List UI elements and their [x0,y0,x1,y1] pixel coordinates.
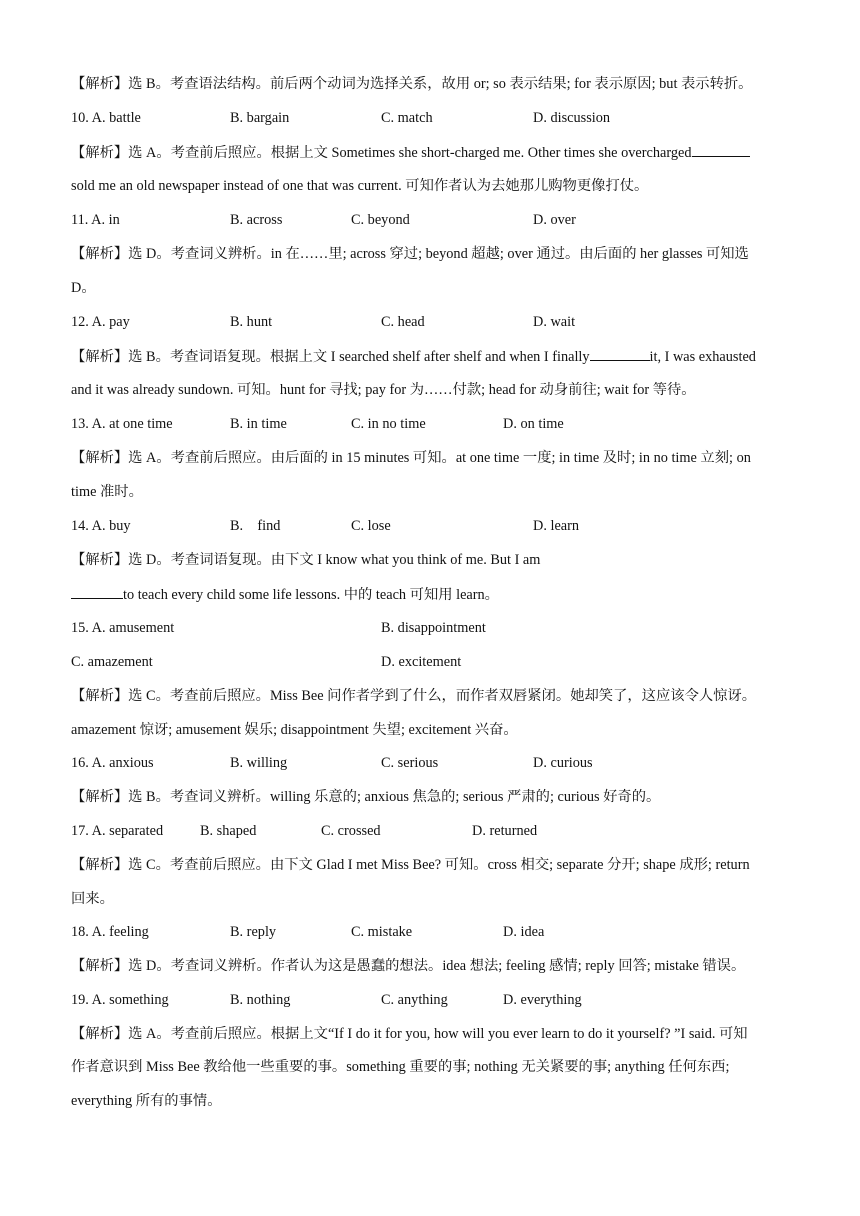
options-q10 [71,108,788,128]
analysis-q11-line1: 【解析】选 D。考查词义辨析。in 在……里; across 穿过; beyond 超越; over 通过。由后面的 her glasses 可知选 [71,246,749,262]
option-b: B. across [230,212,283,228]
options-q16 [71,753,788,773]
options-q14 [71,516,788,536]
option-a: 19. A. something [71,992,169,1008]
answer-blank [692,142,750,157]
analysis-q12-line2: and it was already sundown. 可知。hunt for 寻找; pay for 为……付款; head for 动身前往; wait for 等待。 [71,382,696,398]
analysis-q10-line1 [71,142,750,163]
option-c: C. serious [381,755,439,771]
analysis-q13-line1: 【解析】选 A。考查前后照应。由后面的 in 15 minutes 可知。at one time 一度; in time 及时; in no time 立刻; on [71,450,751,466]
analysis-q14-line1: 【解析】选 D。考查词语复现。由下文 I know what you think of me. But I am [71,552,541,568]
option-b: B. find [230,518,281,534]
option-c: C. crossed [321,823,381,839]
option-a: 17. A. separated [71,823,164,839]
option-a: 11. A. in [71,212,120,228]
option-c: C. beyond [351,212,410,228]
options-q15-row1 [71,618,788,638]
option-d: D. returned [472,823,538,839]
answer-blank [71,584,123,599]
option-c: C. mistake [351,924,413,940]
options-q19 [71,990,788,1010]
analysis-text: 【解析】选 B。考查词语复现。根据上文 I searched shelf after shelf and when I finally [71,349,590,365]
option-a: 13. A. at one time [71,416,173,432]
option-b: B. in time [230,416,287,432]
option-d: D. curious [533,755,593,771]
option-a: 18. A. feeling [71,924,149,940]
option-d: D. discussion [533,110,611,126]
analysis-q19-line3: everything 所有的事情。 [71,1093,222,1109]
option-b: B. reply [230,924,277,940]
options-q13 [71,414,788,434]
analysis-q17-line1: 【解析】选 C。考查前后照应。由下文 Glad I met Miss Bee? 可知。cross 相交; separate 分开; shape 成形; return [71,857,750,873]
option-c: C. amazement [71,654,153,670]
option-b: B. nothing [230,992,291,1008]
option-c: C. anything [381,992,448,1008]
options-q18 [71,922,788,942]
analysis-q13-line2: time 准时。 [71,484,143,500]
option-d: D. wait [533,314,576,330]
analysis-q15-line2: amazement 惊讶; amusement 娱乐; disappointment 失望; excitement 兴奋。 [71,722,518,738]
analysis-q18-line1: 【解析】选 D。考查词义辨析。作者认为这是愚蠢的想法。idea 想法; feeling 感情; reply 回答; mistake 错误。 [71,958,746,974]
analysis-q19-line2: 作者意识到 Miss Bee 教给他一些重要的事。something 重要的事; nothing 无关紧要的事; anything 任何东西; [71,1059,730,1075]
option-a: 14. A. buy [71,518,131,534]
option-d: D. over [533,212,576,228]
analysis-q10-line2: sold me an old newspaper instead of one that was current. 可知作者认为去她那儿购物更像打仗。 [71,178,649,194]
option-b: B. hunt [230,314,273,330]
analysis-q19-line1: 【解析】选 A。考查前后照应。根据上文“If I do it for you, how will you ever learn to do it yourself? ”I said. 可知 [71,1026,748,1042]
options-q11 [71,210,788,230]
option-a: 10. A. battle [71,110,141,126]
option-c: C. head [381,314,425,330]
option-d: D. everything [503,992,582,1008]
option-c: C. in no time [351,416,426,432]
analysis-q9-line1: 【解析】选 B。考查语法结构。前后两个动词为选择关系，故用 or; so 表示结果; for 表示原因; but 表示转折。 [71,76,753,92]
options-q17 [71,821,788,841]
analysis-text: 【解析】选 A。考查前后照应。根据上文 Sometimes she short-charged me. Other times she overcharged [71,145,692,161]
options-q15-row2 [71,652,788,672]
analysis-q15-line1: 【解析】选 C。考查前后照应。Miss Bee 问作者学到了什么，而作者双唇紧闭。她却笑了，这应该令人惊讶。 [71,688,757,704]
analysis-q12-line1 [71,346,756,367]
analysis-text: to teach every child some life lessons. 中的 teach 可知用 learn。 [123,587,499,603]
options-q12 [71,312,788,332]
analysis-q11-line2: D。 [71,280,96,296]
option-b: B. disappointment [381,620,486,636]
option-a: 16. A. anxious [71,755,154,771]
analysis-text: it, I was exhausted [649,349,756,365]
option-b: B. willing [230,755,288,771]
option-d: D. idea [503,924,545,940]
option-c: C. lose [351,518,391,534]
analysis-q16-line1: 【解析】选 B。考查词义辨析。willing 乐意的; anxious 焦急的; serious 严肃的; curious 好奇的。 [71,789,661,805]
option-d: D. learn [533,518,580,534]
option-d: D. excitement [381,654,462,670]
option-d: D. on time [503,416,564,432]
option-b: B. bargain [230,110,290,126]
option-b: B. shaped [200,823,257,839]
option-c: C. match [381,110,433,126]
option-a: 12. A. pay [71,314,130,330]
analysis-q14-line2 [71,584,499,605]
answer-blank [590,346,650,361]
analysis-q17-line2: 回来。 [71,891,114,907]
option-a: 15. A. amusement [71,620,175,636]
